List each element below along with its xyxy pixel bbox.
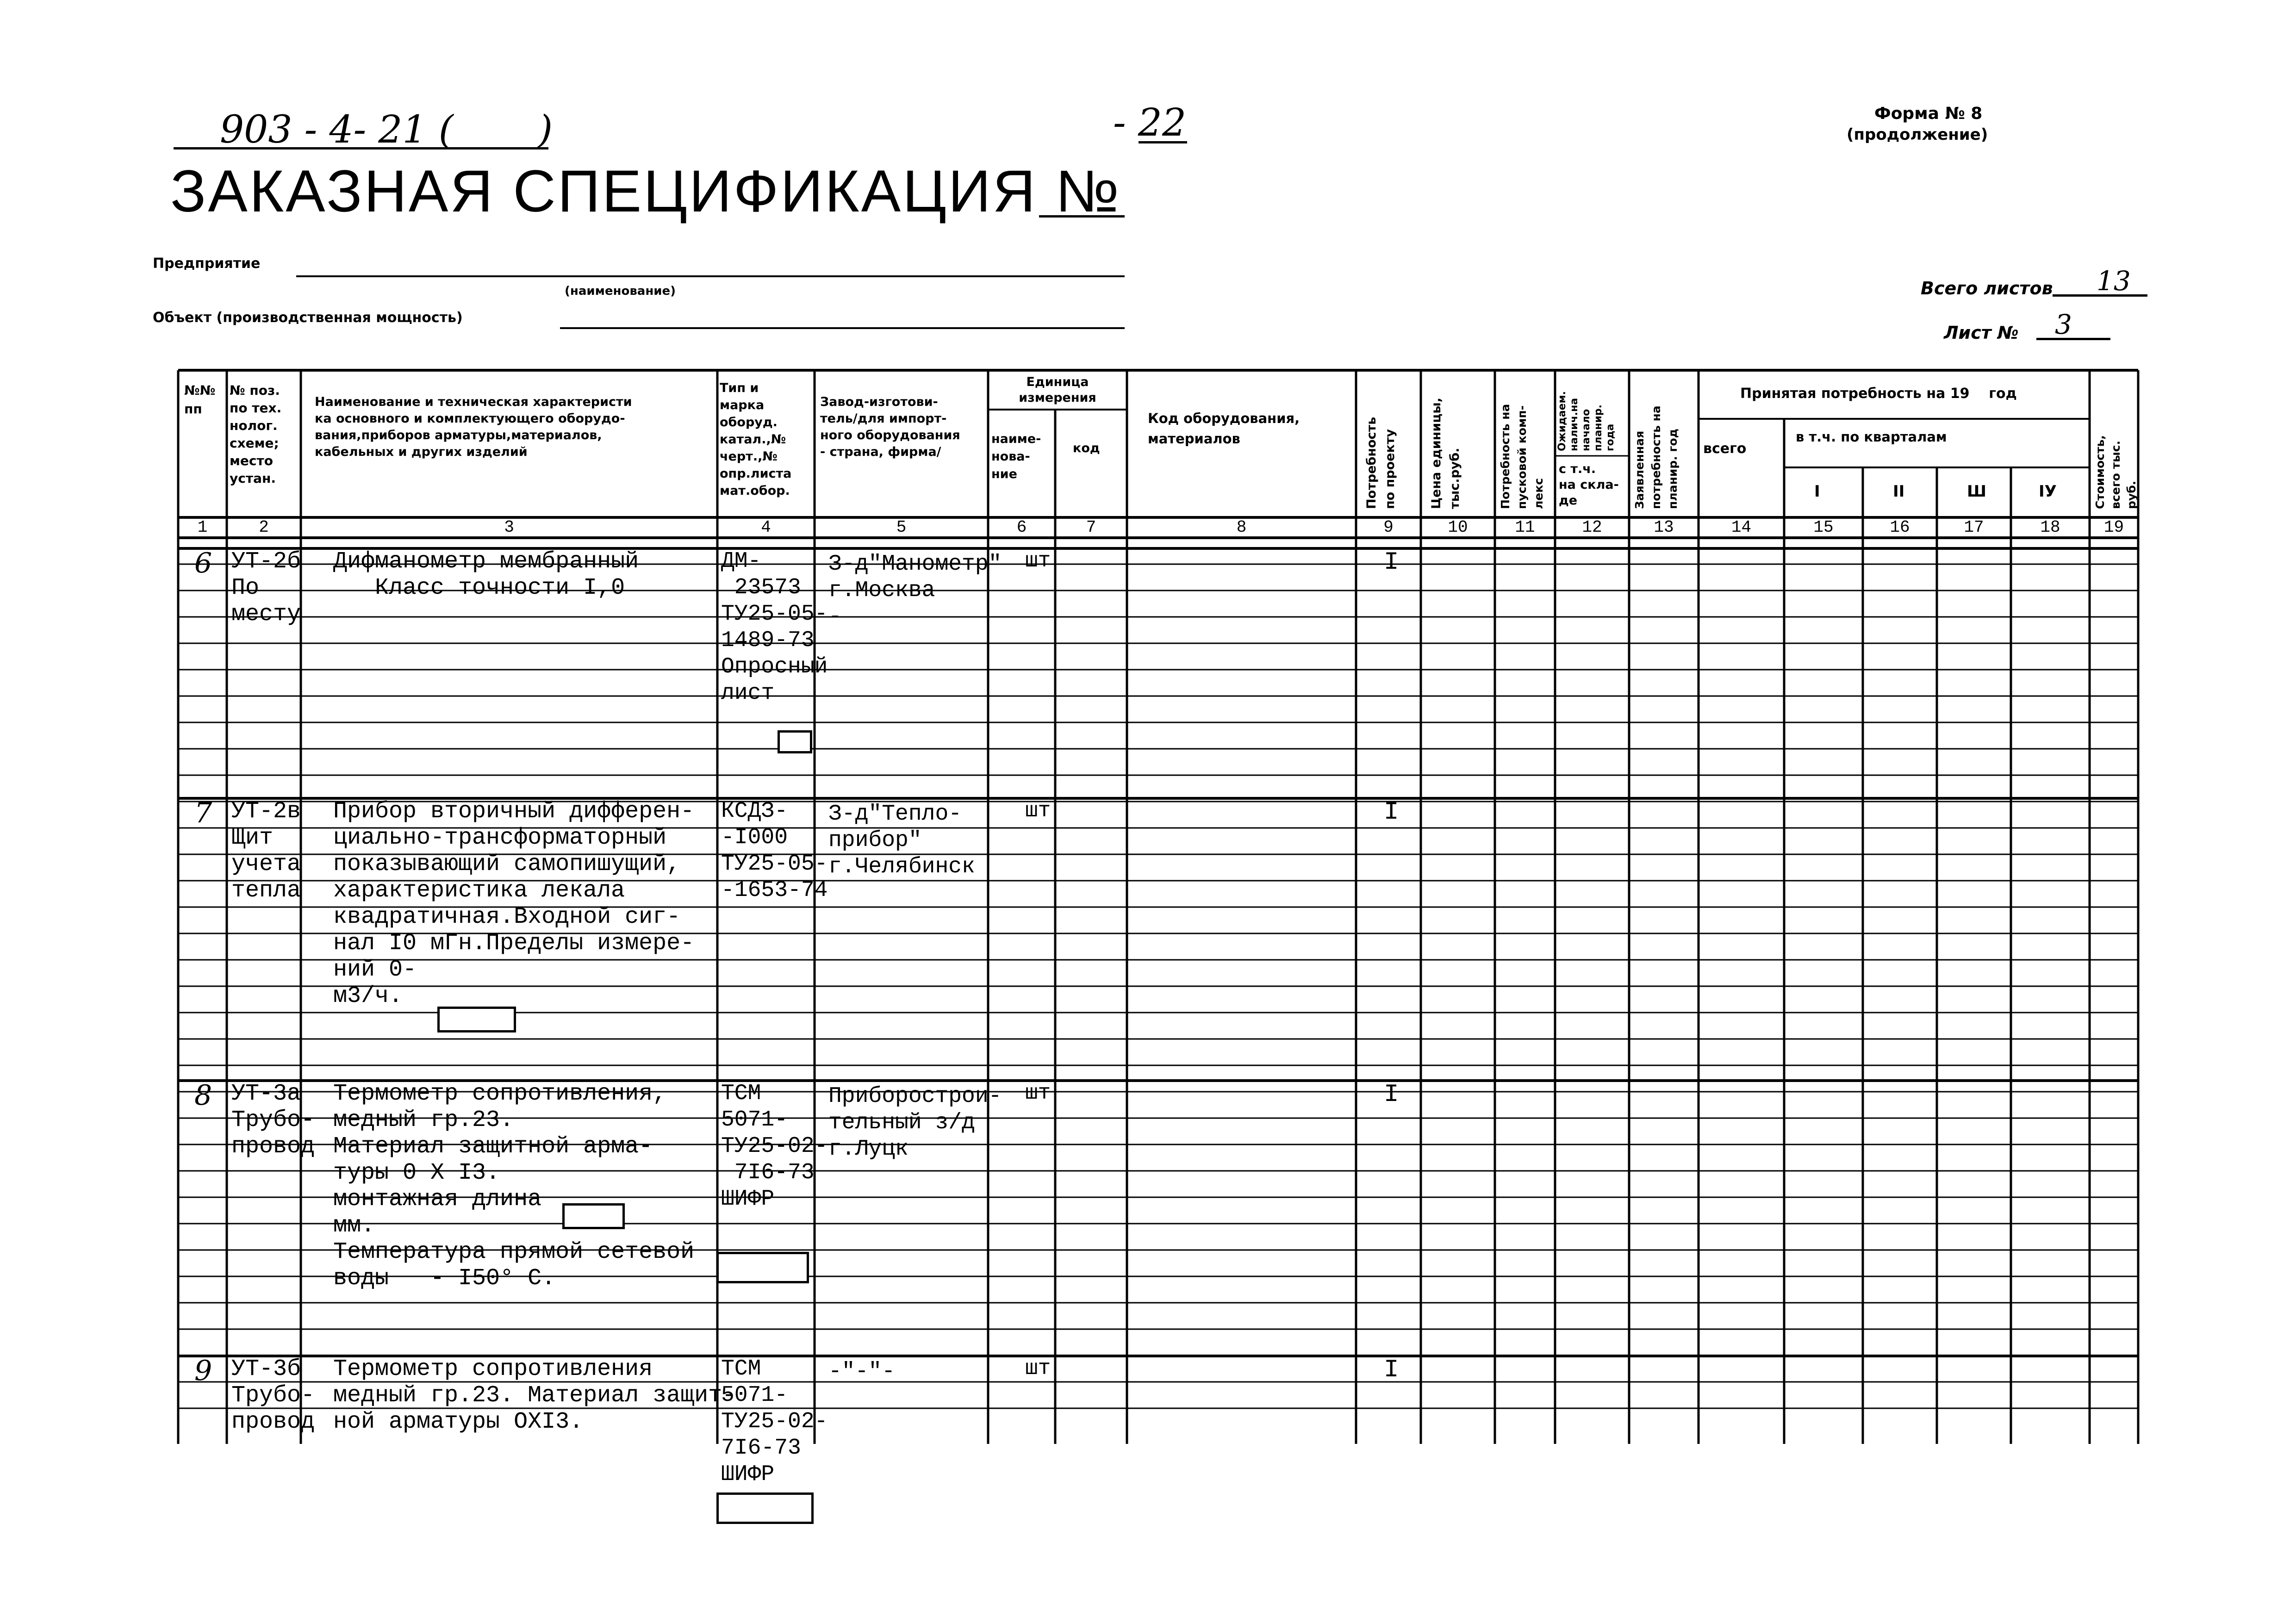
sheet-value: 3 (2055, 309, 2072, 340)
col-header-c4-line-5: черт.,№ (720, 449, 778, 464)
row-7-name-line-7: ний 0- (333, 957, 417, 983)
row-7-position-line-4: тепла (231, 877, 301, 904)
col-header-c5-line-2: тель/для импорт- (820, 411, 947, 426)
row-9-maker-line-1: -"-"- (828, 1359, 896, 1384)
row-7-position-line-3: учета (231, 851, 301, 877)
row-6-type-line-6: лист (721, 681, 775, 706)
row-8-name-line-2: медный гр.23. (333, 1107, 514, 1133)
col-header-c13-line-2: потребность на (1649, 405, 1663, 509)
row-8-need-line-1: I (1384, 1081, 1399, 1109)
col-header-unit-group-line-2: измерения (1019, 391, 1096, 405)
enterprise-label: Предприятие (153, 255, 261, 272)
row-9-name-line-1: Термометр сопротивления (333, 1356, 653, 1382)
col-header-c3-line-4: кабельных и других изделий (315, 445, 528, 459)
col-header-accepted-group: Принятая потребность на 19 год (1740, 386, 2017, 402)
row-8-unit-line-1: шт (1025, 1081, 1051, 1105)
form-continuation: (продолжение) (1847, 125, 1988, 144)
row-8-type-line-4: 7I6-73 (721, 1160, 815, 1185)
col-header-q3: Ш (1967, 482, 1987, 501)
col-header-c12-bottom-line-3: де (1559, 493, 1578, 508)
sheet-label: Лист № (1944, 323, 2019, 343)
row-7-position-line-2: Щит (231, 825, 274, 851)
col-header-c6-line-2: нова- (991, 449, 1030, 464)
col-header-c8-line-1: Код оборудования, (1148, 410, 1300, 426)
row-8-position-line-1: УТ-3а (231, 1081, 301, 1107)
row-8-length-box (562, 1203, 625, 1229)
col-header-c3-line-3: вания,приборов арматуры,материалов, (315, 428, 602, 442)
col-number-17: 17 (1964, 518, 1984, 537)
col-header-c10-line-2: тыс.руб. (1448, 448, 1462, 509)
col-header-c2-line-3: нолог. (230, 418, 278, 433)
col-header-c4-line-2: марка (720, 398, 765, 412)
row-9-position-line-2: Трубо- (231, 1382, 315, 1409)
col-header-c19-line-1: Стоимость, (2093, 435, 2107, 509)
col-header-c1-line-2: пп (184, 401, 202, 417)
col-header-c9-line-2: по проекту (1383, 429, 1397, 509)
row-8-name-line-1: Термометр сопротивления, (333, 1081, 667, 1107)
col-header-c3-line-2: ка основного и комплектующего оборудо- (315, 411, 625, 426)
col-header-c4-line-3: оборуд. (720, 415, 778, 429)
row-8-maker-line-3: г.Луцк (828, 1137, 908, 1162)
col-header-c3-line-1: Наименование и техническая характеристи (315, 395, 632, 409)
col-header-c6-line-3: ние (991, 467, 1017, 481)
row-9-cipher-box (716, 1492, 814, 1524)
row-8-cipher-box (716, 1252, 809, 1283)
row-8-name-line-3: Материал защитной арма- (333, 1133, 653, 1160)
row-7-name-line-1: Прибор вторичный дифферен- (333, 798, 695, 825)
row-6-number: 6 (194, 547, 212, 579)
row-7-type-line-1: КСДЗ- (721, 799, 788, 824)
col-number-6: 6 (1016, 518, 1027, 537)
row-6-type-line-5: Опросный (721, 654, 828, 679)
row-6-unit-line-1: шт (1025, 549, 1051, 573)
row-8-type-line-3: ТУ25-02- (721, 1134, 828, 1159)
col-number-2: 2 (259, 518, 269, 537)
row-6-type-line-3: ТУ25-05- (721, 602, 828, 627)
total-sheets-value: 13 (2097, 265, 2131, 297)
row-8-name-line-7: Температура прямой сетевой (333, 1239, 695, 1265)
total-sheets-label: Всего листов (1921, 278, 2053, 298)
row-9-type-line-3: ТУ25-02- (721, 1409, 828, 1434)
col-number-3: 3 (504, 518, 514, 537)
col-number-14: 14 (1731, 518, 1752, 537)
col-number-5: 5 (896, 518, 907, 537)
row-6-type-line-4: 1489-73 (721, 628, 815, 653)
col-header-c4-line-7: мат.обор. (720, 484, 790, 498)
name-hint: (наименование) (565, 284, 676, 298)
row-7-unit-line-1: шт (1025, 799, 1051, 823)
row-8-name-line-6: мм. (333, 1213, 375, 1239)
row-8-name-line-5: монтажная длина (333, 1186, 542, 1213)
col-header-c12-bottom-line-2: на скла- (1559, 478, 1619, 492)
row-6-position-line-3: месту (231, 601, 301, 628)
col-header-c5-line-3: ного оборудования (820, 428, 960, 442)
col-header-c11-line-3: лекс (1532, 478, 1545, 509)
row-9-type-line-2: 5071- (721, 1383, 788, 1408)
row-8-position-line-2: Трубо- (231, 1107, 315, 1133)
row-8-position-line-3: провод (231, 1133, 315, 1160)
row-7-position-line-1: УТ-2в (231, 798, 301, 825)
row-8-maker-line-2: тельный з/д (828, 1110, 975, 1135)
col-header-q2: II (1893, 482, 1905, 501)
page-title: ЗАКАЗНАЯ СПЕЦИФИКАЦИЯ № (170, 158, 1121, 224)
row-7-name-line-6: нал I0 мГн.Пределы измере- (333, 930, 695, 957)
row-6-name-line-2: Класс точности I,0 (333, 575, 625, 601)
col-header-c2-line-5: место (230, 453, 273, 468)
col-header-c4-line-6: опр.листа (720, 466, 792, 481)
col-header-c12-top-line-2: налич.на (1568, 398, 1580, 451)
row-7-name-line-8: м3/ч. (333, 983, 403, 1009)
col-number-1: 1 (197, 518, 208, 537)
form-label: Форма № 8 (1874, 104, 1983, 123)
col-number-9: 9 (1383, 518, 1394, 537)
row-7-range-box (437, 1007, 516, 1032)
col-header-c4-line-4: катал.,№ (720, 432, 786, 447)
row-7-name-line-3: показывающий самопишущий, (333, 851, 681, 877)
col-header-c2-line-6: устан. (230, 471, 276, 486)
row-6-need-line-1: I (1384, 548, 1399, 577)
row-6-position-line-1: УТ-2б (231, 548, 301, 575)
col-header-c12-top-line-4: планир. (1593, 404, 1604, 451)
col-header-c5-line-1: Завод-изготови- (820, 395, 938, 409)
col-header-c12-top-line-5: года (1605, 423, 1616, 451)
row-7-type-line-2: -I000 (721, 825, 788, 850)
row-7-number: 7 (194, 797, 212, 829)
row-9-position-line-3: провод (231, 1409, 315, 1435)
row-6-maker-line-1: З-д"Манометр" (828, 552, 1002, 577)
col-header-c12-bottom-line-1: с т.ч. (1559, 462, 1596, 476)
col-header-c2-line-1: № поз. (230, 383, 280, 398)
col-header-c7: код (1073, 441, 1100, 455)
col-header-c2-line-2: по тех. (230, 400, 282, 416)
page-marker: - 22 (1113, 101, 1187, 145)
row-7-maker-line-1: З-д"Тепло- (828, 802, 962, 827)
row-6-type-line-2: 23573 (721, 575, 801, 600)
row-9-type-line-1: ТСМ (721, 1356, 761, 1381)
row-6-maker-line-2: г.Москва (828, 578, 935, 603)
col-header-c11-line-2: пусковой комп- (1515, 405, 1529, 509)
col-header-c13-line-1: Заявленная (1633, 430, 1646, 509)
document-number: 903 - 4- 21 ( ) (220, 108, 553, 152)
col-number-16: 16 (1890, 518, 1910, 537)
row-8-name-line-8: воды - I50° С. (333, 1265, 556, 1292)
row-7-name-line-5: квадратичная.Входной сиг- (333, 904, 681, 930)
object-label: Объект (производственная мощность) (153, 310, 463, 326)
col-header-unit-group-line-1: Единица (1026, 375, 1089, 389)
col-header-c6-line-1: наиме- (991, 432, 1041, 446)
col-number-12: 12 (1582, 518, 1602, 537)
col-header-c10-line-1: Цена единицы, (1429, 398, 1444, 509)
row-8-maker-line-1: Приборострои- (828, 1084, 1002, 1109)
col-number-4: 4 (761, 518, 771, 537)
col-number-13: 13 (1654, 518, 1674, 537)
row-8-type-line-1: ТСМ (721, 1081, 761, 1106)
row-9-type-line-5: ШИФР (721, 1462, 775, 1487)
col-header-c19-line-3: руб. (2125, 480, 2138, 509)
row-6-position-line-2: По (231, 575, 260, 601)
row-8-type-line-2: 5071- (721, 1107, 788, 1132)
row-7-name-line-2: циально-трансформаторный (333, 825, 667, 851)
row-7-need-line-1: I (1384, 798, 1399, 827)
col-header-c5-line-4: - страна, фирма/ (820, 445, 941, 459)
col-number-15: 15 (1813, 518, 1834, 537)
col-header-c1-line-1: №№ (184, 383, 216, 398)
col-header-c9-line-1: Потребность (1364, 417, 1379, 509)
col-header-c8-line-2: материалов (1148, 431, 1240, 447)
col-number-7: 7 (1086, 518, 1096, 537)
col-header-c2-line-4: схеме; (230, 435, 279, 451)
row-9-name-line-2: медный гр.23. Материал защит- (333, 1382, 736, 1409)
row-9-position-line-1: УТ-3б (231, 1356, 301, 1382)
col-header-quarters: в т.ч. по кварталам (1796, 429, 1947, 445)
row-9-type-line-4: 7I6-73 (721, 1436, 801, 1461)
row-6-sheet-box (778, 730, 812, 753)
row-7-maker-line-2: прибор" (828, 828, 922, 853)
row-9-need-line-1: I (1384, 1356, 1399, 1384)
col-number-18: 18 (2040, 518, 2060, 537)
col-header-c4-line-1: Тип и (720, 381, 759, 395)
col-header-q1: I (1814, 482, 1820, 501)
row-9-number: 9 (194, 1355, 212, 1387)
row-9-unit-line-1: шт (1025, 1356, 1051, 1380)
col-header-c11-line-1: Потребность на (1499, 404, 1512, 509)
col-number-8: 8 (1236, 518, 1247, 537)
row-7-type-line-3: ТУ25-05- (721, 852, 828, 877)
col-header-c13-line-3: планир. год (1666, 429, 1680, 509)
col-number-19: 19 (2103, 518, 2124, 537)
row-7-type-line-4: -1653-74 (721, 878, 828, 903)
col-header-c14: всего (1703, 441, 1747, 457)
row-6-type-line-1: ДМ- (721, 549, 761, 574)
col-number-11: 11 (1515, 518, 1535, 537)
col-header-c12-top-line-3: начало (1580, 409, 1592, 451)
row-9-name-line-3: ной арматуры ОХI3. (333, 1409, 584, 1435)
row-7-maker-line-3: г.Челябинск (828, 854, 975, 879)
row-7-name-line-4: характеристика лекала (333, 877, 625, 904)
row-8-type-line-5: ШИФР (721, 1187, 775, 1212)
row-8-name-line-4: туры 0 Х I3. (333, 1160, 500, 1186)
col-number-10: 10 (1448, 518, 1468, 537)
row-6-maker-line-3: - (828, 604, 842, 629)
row-6-name-line-1: Дифманометр мембранный (333, 548, 639, 575)
row-8-number: 8 (194, 1079, 212, 1112)
col-header-q4: IУ (2039, 482, 2057, 501)
col-header-c12-top-line-1: Ожидаем. (1556, 391, 1568, 451)
col-header-c19-line-2: всего тыс. (2109, 441, 2122, 509)
